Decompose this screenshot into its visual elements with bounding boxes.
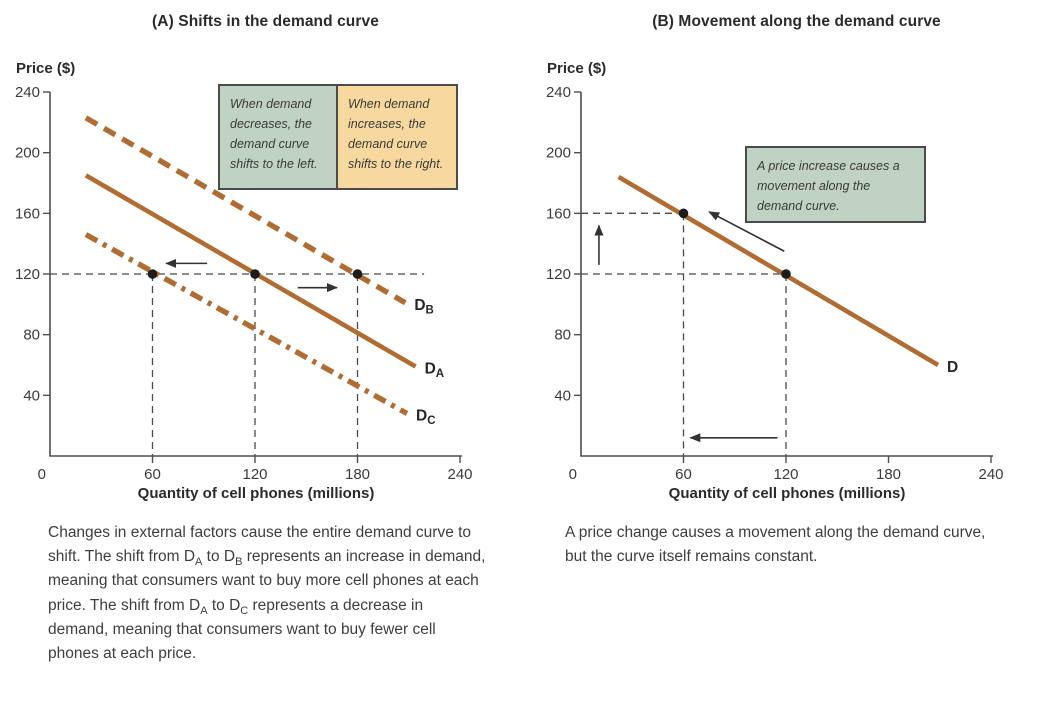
data-point — [679, 209, 689, 219]
panel-b-caption: A price change causes a movement along the demand curve, but the curve itself remains constant. — [565, 524, 986, 566]
demand-curve-DA — [86, 175, 416, 366]
curve-name-subscript: A — [200, 604, 208, 617]
panel-b — [531, 0, 1062, 702]
x-tick-label: 0 — [37, 466, 46, 483]
panel-a-chart — [0, 45, 531, 503]
curve-label-DA: $D_A$ — [424, 360, 445, 381]
x-tick-label: 180 — [875, 466, 902, 483]
curve-label-DC: $D_C$ — [416, 407, 436, 428]
y-tick-label: 120 — [14, 266, 40, 283]
callout-increase-text: When demand increases, the demand curve shifts to the right. — [338, 86, 456, 188]
data-point — [148, 269, 158, 279]
y-tick-label: 200 — [545, 144, 571, 162]
x-axis-title: Quantity of cell phones (millions) — [668, 485, 906, 502]
demand-curve-DC — [86, 235, 407, 414]
demand-movement-chart-svg — [531, 45, 1062, 503]
x-tick-label: 120 — [242, 466, 268, 483]
y-tick-label: 240 — [14, 84, 40, 101]
y-tick-label: 80 — [554, 326, 571, 344]
curve-label-D: D — [947, 359, 959, 376]
data-point — [781, 269, 791, 279]
curve-name-subscript: C — [240, 604, 249, 617]
curve-label-DB: $D_B$ — [414, 296, 434, 317]
x-tick-label: 120 — [773, 466, 799, 483]
x-tick-label: 60 — [675, 466, 692, 483]
y-tick-label: 80 — [23, 326, 40, 344]
callout-movement-text: A price increase causes a movement along the demand curve. — [747, 148, 924, 221]
panel-b-chart — [531, 45, 1062, 503]
panel-b-title: (B) Movement along the demand curve — [652, 13, 941, 30]
x-tick-label: 240 — [447, 466, 473, 483]
y-axis-title: Price ($) — [16, 60, 76, 77]
y-tick-label: 40 — [554, 387, 571, 405]
x-tick-label: 0 — [568, 466, 577, 483]
curve-name-subscript: B — [235, 556, 243, 569]
x-tick-label: 60 — [144, 466, 161, 483]
y-tick-label: 40 — [23, 387, 40, 405]
y-tick-label: 120 — [545, 266, 571, 283]
x-tick-label: 180 — [344, 466, 371, 483]
y-tick-label: 240 — [545, 84, 571, 101]
callout-decrease-text: When demand decreases, the demand curve shifts to the left. — [220, 86, 338, 188]
y-tick-label: 160 — [545, 205, 571, 223]
y-tick-label: 200 — [14, 144, 40, 162]
y-tick-label: 160 — [14, 205, 40, 223]
data-point — [353, 269, 363, 279]
x-axis-title: Quantity of cell phones (millions) — [137, 485, 375, 502]
panel-b-callout — [745, 146, 926, 223]
data-point — [250, 269, 260, 279]
panel-a-title: (A) Shifts in the demand curve — [152, 13, 379, 30]
x-tick-label: 240 — [978, 466, 1004, 483]
y-axis-title: Price ($) — [547, 60, 607, 77]
curve-name-subscript: A — [195, 556, 203, 569]
panel-a-caption: Changes in external factors cause the entire demand curve to shift. The shift from $D_A$ to $D_B$ represents an increase in demand, meaning that consumers want to buy more cell phones at each price. The shift from $D_A$ to $D_C$ represents a decrease in demand, meaning that consumers want to buy fewer cell phones at each price. — [48, 524, 486, 662]
panel-a-callout — [218, 84, 458, 190]
